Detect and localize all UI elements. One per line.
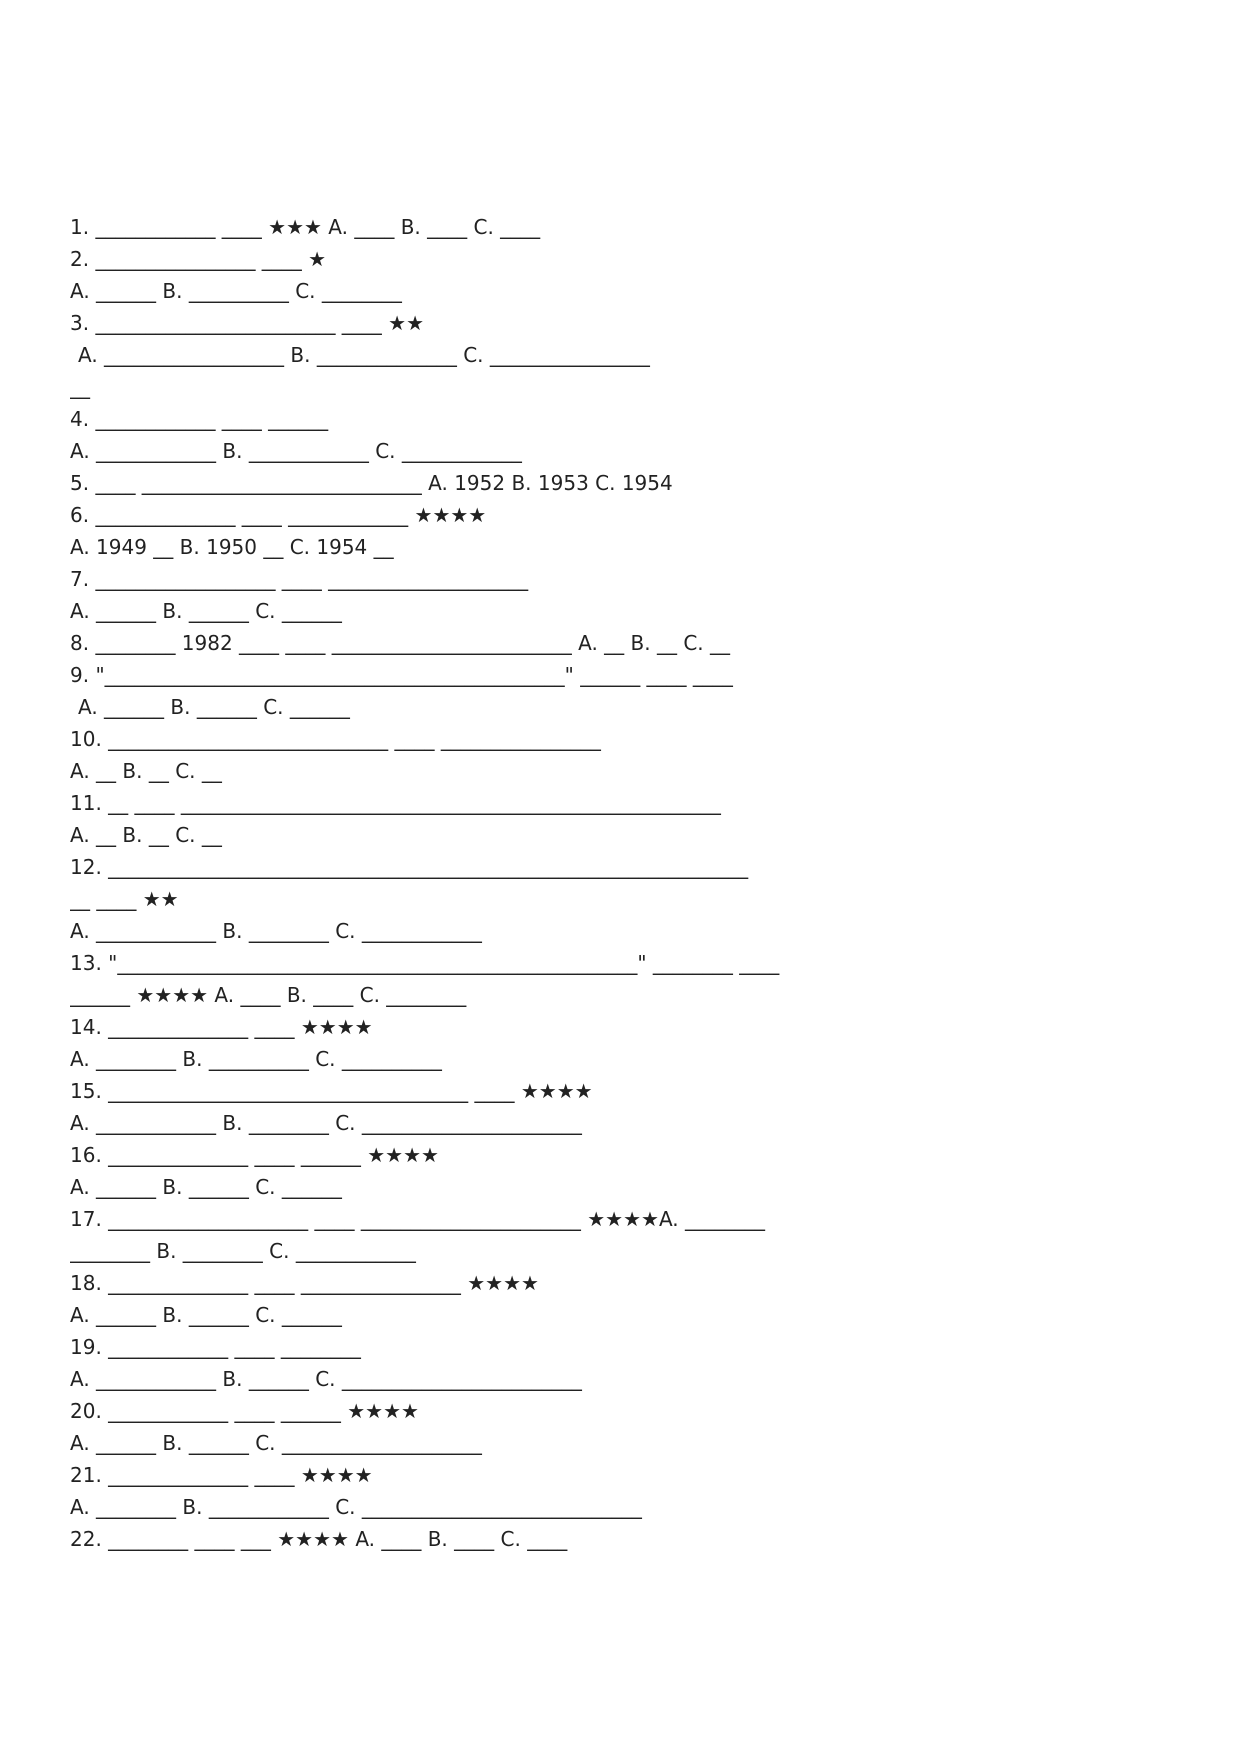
question-line: 16. ______________ ____ ______ ★★★★ [70,1143,439,1167]
question-line: 20. ____________ ____ ______ ★★★★ [70,1399,419,1423]
question-line: A. ________ B. __________ C. __________ [70,1047,442,1071]
question-line: 11. __ ____ ______________________________________________________ [70,791,721,815]
question-line: A. __ B. __ C. __ [70,823,222,847]
question-line: ________ B. ________ C. ____________ [70,1239,416,1263]
question-line: 19. ____________ ____ ________ [70,1335,361,1359]
question-line: A. ______ B. ______ C. ____________________ [70,1431,482,1455]
question-line: A. ____________ B. ______ C. ________________________ [70,1367,582,1391]
question-line: A. 1949 __ B. 1950 __ C. 1954 __ [70,535,394,559]
question-line: 10. ____________________________ ____ ________________ [70,727,601,751]
question-line: 17. ____________________ ____ ______________________ ★★★★A. ________ [70,1207,765,1231]
question-line: A. __ B. __ C. __ [70,759,222,783]
question-line: 22. ________ ____ ___ ★★★★ A. ____ B. ____ C. ____ [70,1527,568,1551]
question-line: A. ______ B. __________ C. ________ [70,279,402,303]
question-line: A. ____________ B. ________ C. ______________________ [70,1111,582,1135]
question-line: 9. "______________________________________________" ______ ____ ____ [70,663,733,687]
question-line: 8. ________ 1982 ____ ____ ________________________ A. __ B. __ C. __ [70,631,730,655]
question-line: A. ____________ B. ____________ C. ____________ [70,439,522,463]
question-line: A. ______ B. ______ C. ______ [70,599,342,623]
question-line: 1. ____________ ____ ★★★ A. ____ B. ____ C. ____ [70,215,541,239]
question-line: A. ______ B. ______ C. ______ [70,1303,342,1327]
question-line: 18. ______________ ____ ________________ ★★★★ [70,1271,539,1295]
question-line: 14. ______________ ____ ★★★★ [70,1015,373,1039]
question-line: __ [70,375,90,399]
question-line: A. ____________ B. ________ C. ____________ [70,919,482,943]
question-line: 13. "____________________________________________________" ________ ____ [70,951,780,975]
question-line: 4. ____________ ____ ______ [70,407,329,431]
question-line: __ ____ ★★ [70,887,179,911]
question-line: A. ________ B. ____________ C. ____________________________ [70,1495,642,1519]
question-line: 2. ________________ ____ ★ [70,247,327,271]
question-line: 21. ______________ ____ ★★★★ [70,1463,373,1487]
question-line: 12. ________________________________________________________________ [70,855,749,879]
question-line: A. __________________ B. ______________ C. ________________ [78,343,650,367]
question-line: ______ ★★★★ A. ____ B. ____ C. ________ [70,983,467,1007]
question-line: A. ______ B. ______ C. ______ [70,1175,342,1199]
question-line: 6. ______________ ____ ____________ ★★★★ [70,503,487,527]
question-line: 3. ________________________ ____ ★★ [70,311,425,335]
question-line: A. ______ B. ______ C. ______ [78,695,350,719]
question-line: 7. __________________ ____ ____________________ [70,567,529,591]
question-line: 5. ____ ____________________________ A. 1952 B. 1953 C. 1954 [70,471,673,495]
question-list [70,211,1170,1555]
question-line: 15. ____________________________________ ____ ★★★★ [70,1079,593,1103]
